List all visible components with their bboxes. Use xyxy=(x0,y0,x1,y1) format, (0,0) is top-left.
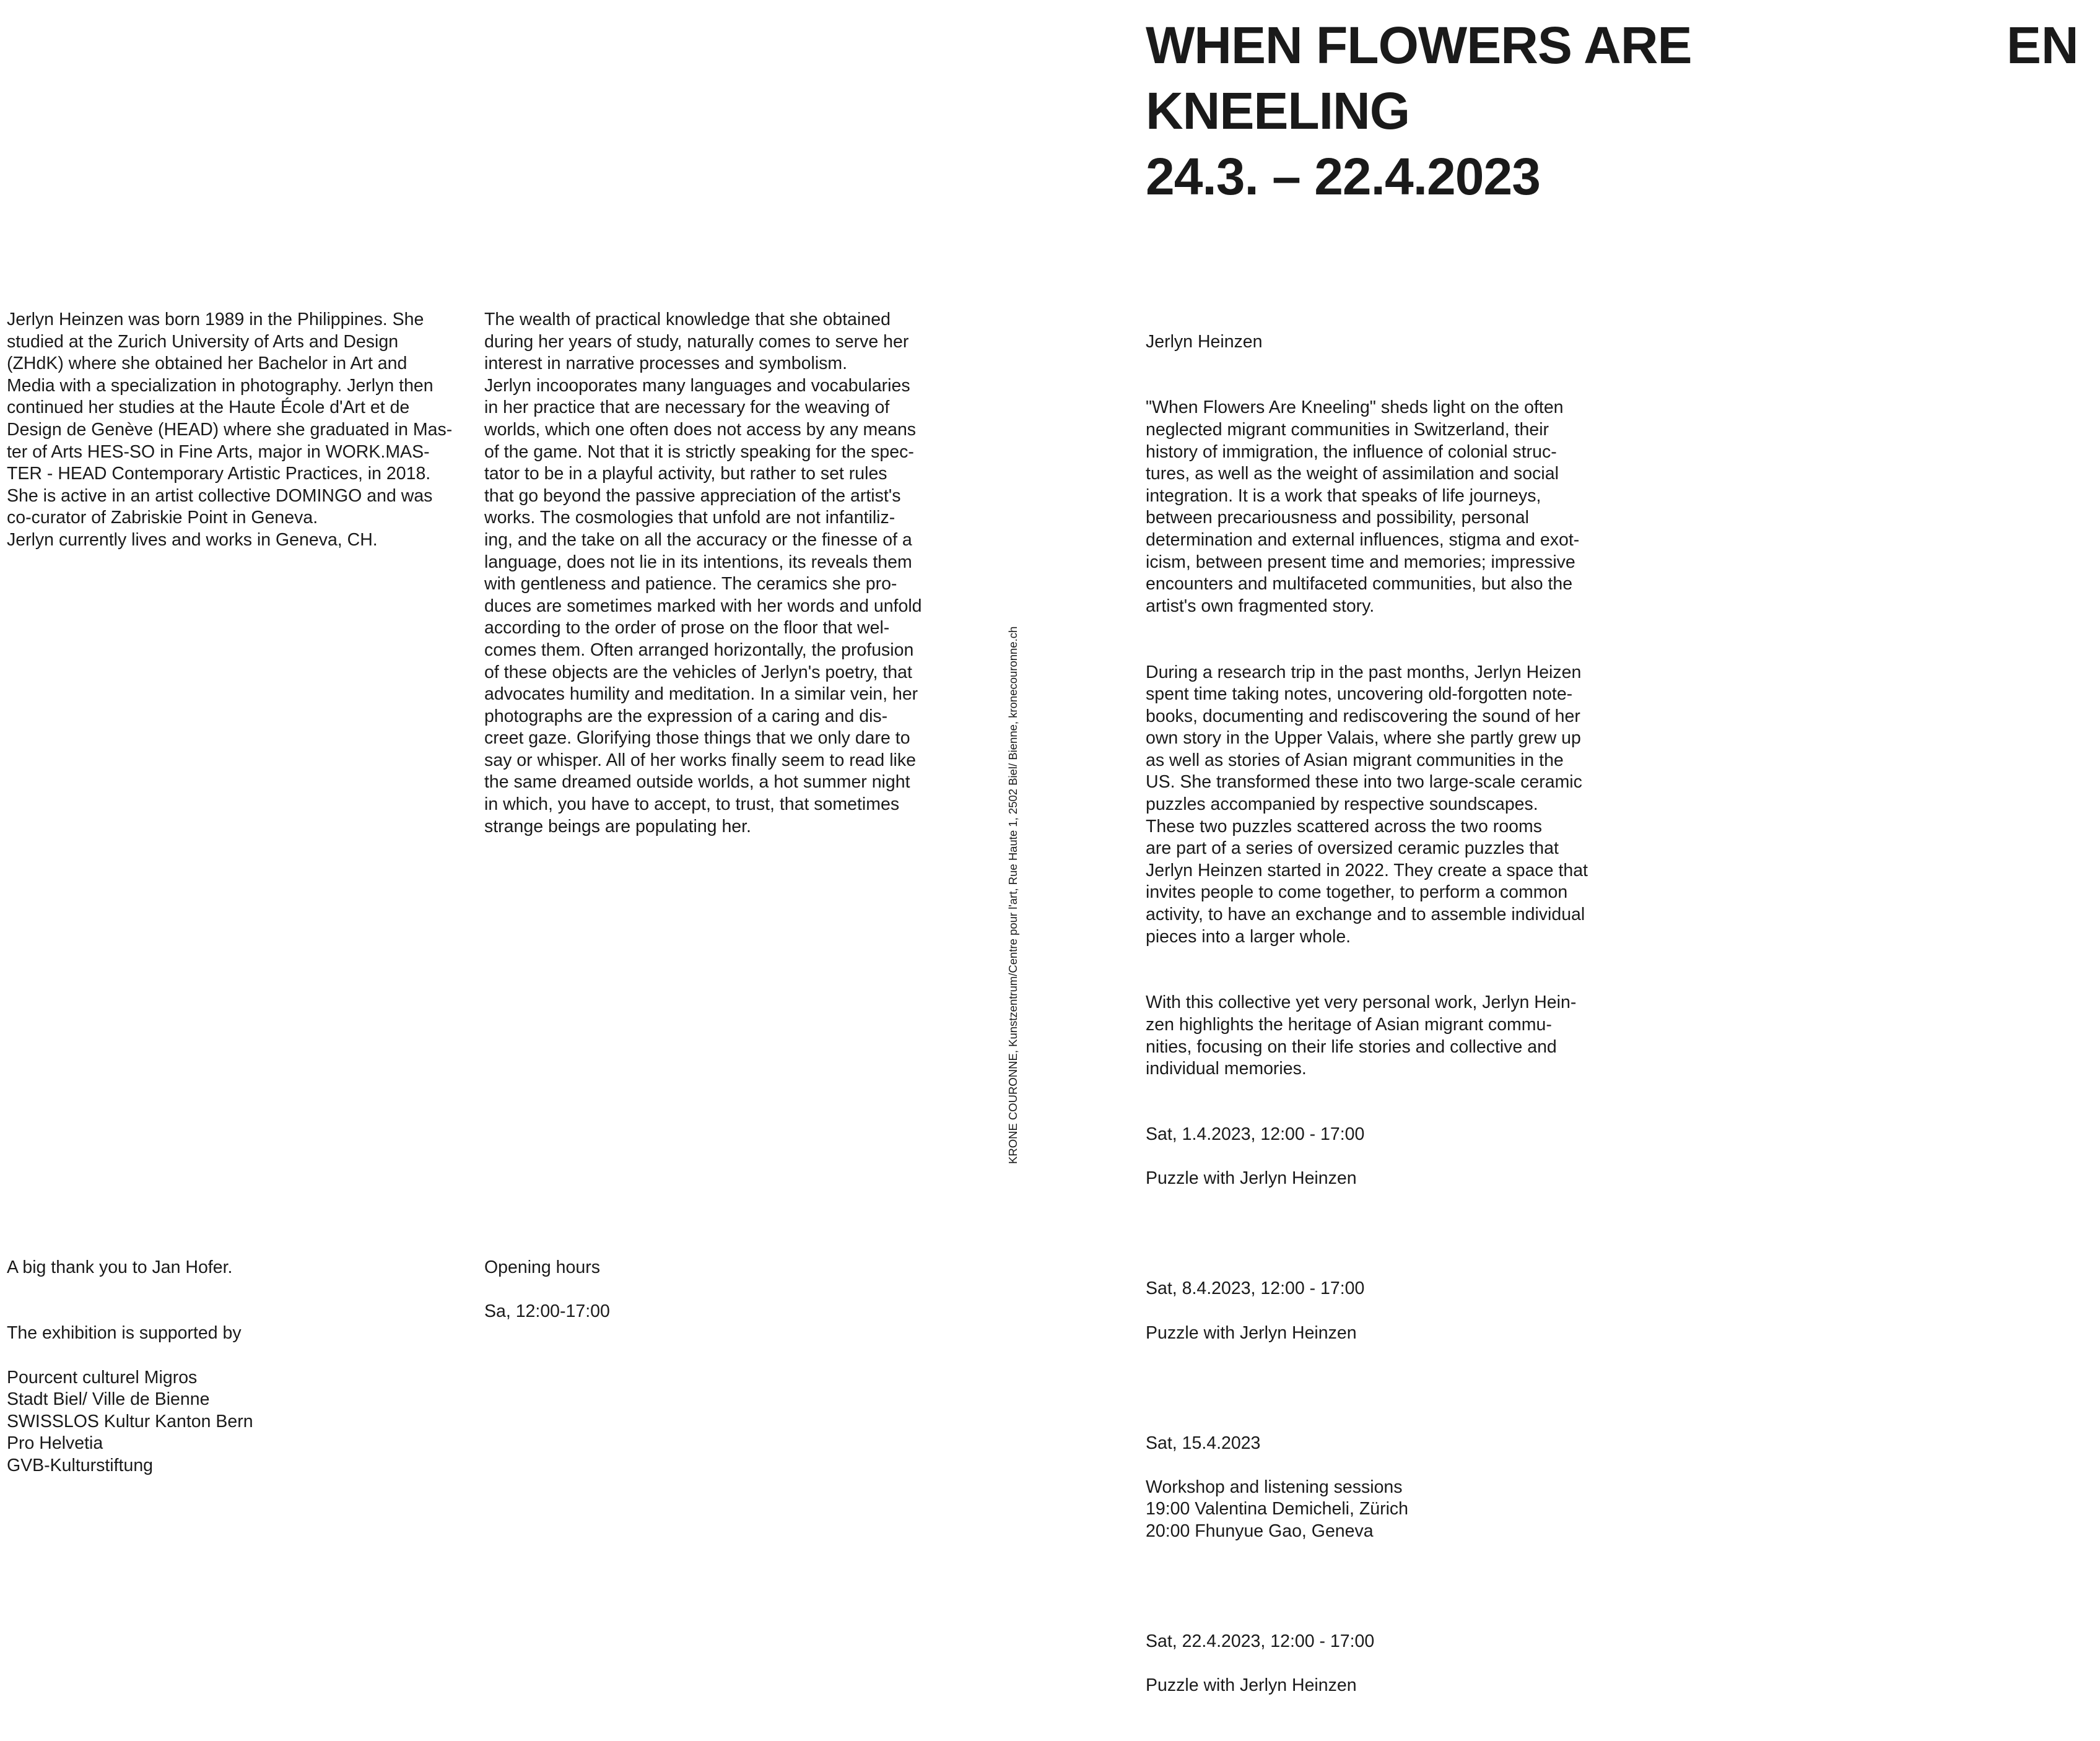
opening-hours xyxy=(484,1235,943,1345)
sponsor-list: Pourcent culturel Migros Stadt Biel/ Ville de Bienne SWISSLOS Kultur Kanton Bern Pro Helvetia GVB-Kulturstiftung xyxy=(7,1367,253,1475)
opening-hours-value: Sa, 12:00-17:00 xyxy=(484,1301,610,1321)
title-dates: 24.3. – 22.4.2023 xyxy=(1146,147,1540,206)
exhibition-paragraph-1: "When Flowers Are Kneeling" sheds light on the often neglected migrant communities in Switzerland, their history of immigration, the influence of colonial struc- tures, as well as the weight of assimilation and social integration. It is a work that speaks of life journeys, between precariousness and possibility, personal determination and external influences, stigma and exot- icism, between present time and memories; impressive encounters and multifaceted communities, but also the artist's own fragmented story. xyxy=(1146,397,1580,616)
language-label: EN xyxy=(2006,16,2079,74)
opening-hours-label: Opening hours xyxy=(484,1257,600,1277)
exhibition-title xyxy=(1146,12,1765,209)
event-date: Sat, 1.4.2023, 12:00 - 17:00 xyxy=(1146,1124,1365,1145)
event-details: Puzzle with Jerlyn Heinzen xyxy=(1146,1168,1357,1189)
title-line-2: KNEELING xyxy=(1146,82,1410,140)
exhibition-paragraph-2: During a research trip in the past months, Jerlyn Heizen spent time taking notes, uncovering old-forgotten note- books, documenting and rediscovering the sound of her own story in the Upper Valais, where she partly grew up as well as stories of Asian migrant communities in the US. She transformed these into two large-scale ceramic puzzles accompanied by respective soundscapes. These two puzzles scattered across the two rooms are part of a series of oversized ceramic puzzles that Jerlyn Heinzen started in 2022. They create a space that invites people to come together, to perform a common activity, to have an exchange and to assemble individual pieces into a larger whole. xyxy=(1146,662,1588,947)
title-line-1: WHEN FLOWERS ARE xyxy=(1146,16,1692,74)
artist-name: Jerlyn Heinzen xyxy=(1146,331,1263,352)
event-details: Workshop and listening sessions 19:00 Valentina Demicheli, Zürich 20:00 Fhunyue Gao, Geneva xyxy=(1146,1477,1409,1541)
venue-address: KRONE COURONNE, Kunstzentrum/Centre pour l'art, Rue Haute 1, 2502 Biel/ Bienne, kronecouronne.ch xyxy=(1006,626,1019,1164)
event-date: Sat, 15.4.2023 xyxy=(1146,1433,1261,1453)
event-details: Puzzle with Jerlyn Heinzen xyxy=(1146,1675,1357,1696)
artist-biography: Jerlyn Heinzen was born 1989 in the Philippines. She studied at the Zurich University of Arts and Design (ZHdK) where she obtained her Bachelor in Art and Media with a specialization in photography. Jerlyn then continued her studies at the Haute École d'Art et de Design de Genève (HEAD) where she graduated in Mas- ter of Arts HES-SO in Fine Arts, major in WORK.MAS- TER - HEAD Contemporary Artistic Practices, in 2018. She is active in an artist collective DOMINGO and was co-curator of Zabriskie Point in Geneva. Jerlyn currently lives and works in Geneva, CH. xyxy=(7,310,453,550)
event-item xyxy=(1146,1410,1616,1565)
event-item xyxy=(1146,1102,1616,1212)
event-date: Sat, 8.4.2023, 12:00 - 17:00 xyxy=(1146,1279,1365,1299)
exhibition-paragraph-3: With this collective yet very personal work, Jerlyn Hein- zen highlights the heritage of Asian migrant commu- nities, focusing on their life stories and collective and individual memories. xyxy=(1146,992,1577,1079)
acknowledgements xyxy=(7,1235,465,1499)
exhibition-text xyxy=(1146,309,1616,1102)
event-details: Puzzle with Jerlyn Heinzen xyxy=(1146,1322,1357,1343)
supported-by-label: The exhibition is supported by xyxy=(7,1323,242,1344)
artist-practice-text: The wealth of practical knowledge that she obtained during her years of study, naturally comes to serve her interest in narrative processes and symbolism. Jerlyn incooporates many languages and vocabularies in her practice that are necessary for the weaving of worlds, which one often does not access by any means of the game. Not that it is strictly speaking for the spec- tator to be in a playful activity, but rather to set rules that go beyond the passive appreciation of the artist's works. The cosmologies that unfold are not infantiliz- ing, and the take on all the accuracy or the finesse of a language, does not lie in its intentions, its reveals them with gentleness and patience. The ceramics she pro- duces are sometimes marked with her words and unfold according to the order of prose on the floor that wel- comes them. Often arranged horizontally, the profusion of these objects are the vehicles of Jerlyn's poetry, that advocates humility and meditation. In a similar vein, her photographs are the expression of a caring and dis- creet gaze. Glorifying those things that we only dare to say or whisper. All of her works finally seem to read like the same dreamed outside worlds, a hot summer night in which, you have to accept, to trust, that sometimes strange beings are populating her. xyxy=(484,310,922,836)
events-list xyxy=(1146,1080,1616,1741)
event-item xyxy=(1146,1609,1616,1719)
event-date: Sat, 22.4.2023, 12:00 - 17:00 xyxy=(1146,1631,1375,1651)
event-item xyxy=(1146,1256,1616,1366)
thanks-text: A big thank you to Jan Hofer. xyxy=(7,1257,233,1277)
